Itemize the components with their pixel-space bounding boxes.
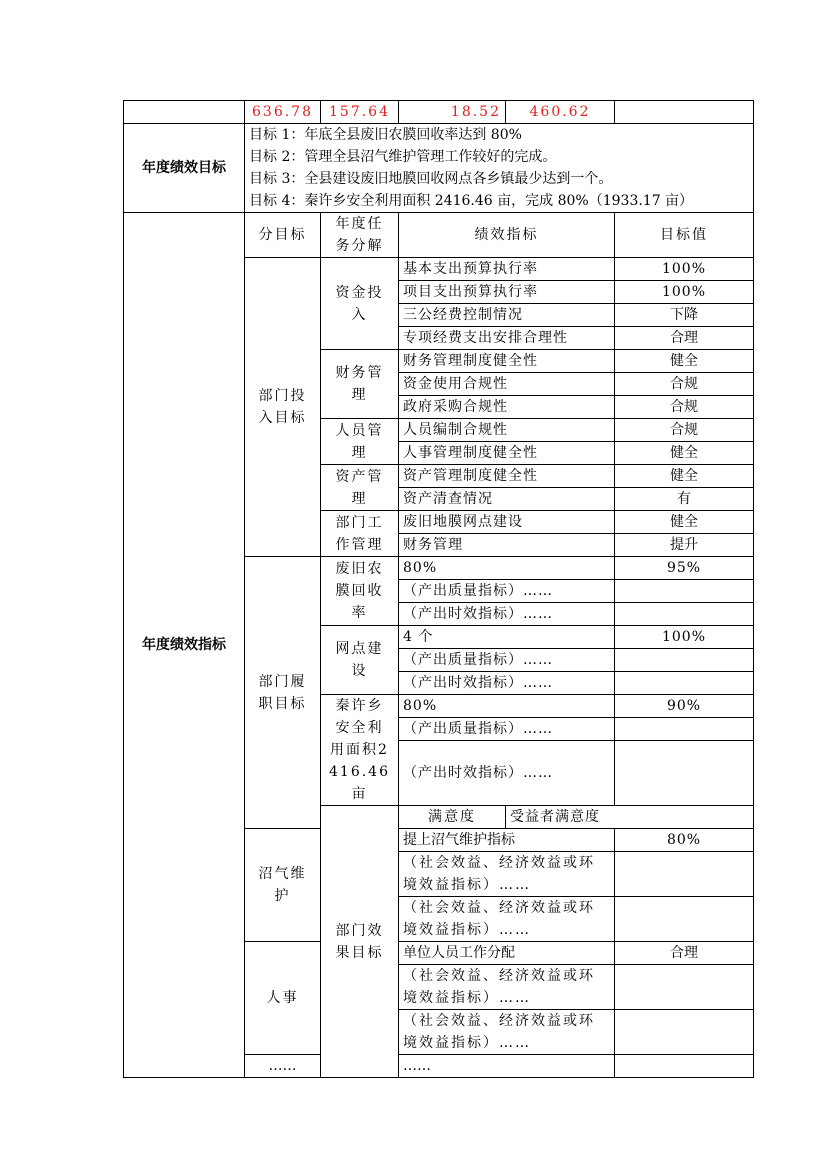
target-cell (615, 580, 754, 603)
target-cell: 健全 (615, 511, 754, 534)
task-dept-work: 部门工作管理 (321, 511, 399, 557)
annual-goal-content (245, 124, 754, 213)
task-personnel-affairs: 人事 (245, 942, 321, 1055)
goal-line: 目标 3：全县建设废旧地膜回收网点各乡镇最少达到一个。 (249, 171, 613, 187)
target-cell: 合理 (615, 942, 754, 965)
target-cell: 健全 (615, 465, 754, 488)
target-cell: 提升 (615, 534, 754, 557)
task-safe-use-area: 秦许乡安全利用面积2416.46亩 (321, 695, 399, 806)
target-cell: 下降 (615, 304, 754, 327)
indicator-cell: （社会效益、经济效益或环境效益指标）…… (399, 965, 615, 1010)
header-indicator: 绩效指标 (399, 213, 615, 258)
indicator-cell: 政府采购合规性 (399, 396, 615, 419)
target-cell (615, 852, 754, 897)
target-cell: 100% (615, 258, 754, 281)
target-cell: 有 (615, 488, 754, 511)
indicator-cell: 资金使用合规性 (399, 373, 615, 396)
target-cell (615, 672, 754, 695)
indicator-cell: （产出质量指标）…… (399, 649, 615, 672)
indicator-cell: （产出时效指标）…… (399, 672, 615, 695)
indicator-cell: 项目支出预算执行率 (399, 281, 615, 304)
group-duty-goal: 部门履职目标 (245, 557, 321, 829)
indicator-cell: 资产管理制度健全性 (399, 465, 615, 488)
group-effect-goal: 部门效果目标 (321, 806, 399, 1078)
top-values-row (124, 101, 754, 124)
goal-line: 目标 4：秦许乡安全利用面积 2416.46 亩，完成 80%（1933.17 亩） (249, 193, 694, 209)
task-site-construction: 网点建设 (321, 626, 399, 695)
indicator-cell: 专项经费支出安排合理性 (399, 327, 615, 350)
target-cell: 100% (615, 281, 754, 304)
indicator-cell: 三公经费控制情况 (399, 304, 615, 327)
top-value-cell (615, 101, 754, 124)
group-input-goal: 部门投入目标 (245, 258, 321, 557)
indicator-cell: 提上沼气维护指标 (399, 829, 615, 852)
indicator-cell: 基本支出预算执行率 (399, 258, 615, 281)
indicator-cell: …… (399, 1055, 615, 1078)
indicator-cell: 人员编制合规性 (399, 419, 615, 442)
indicator-cell: 废旧地膜网点建设 (399, 511, 615, 534)
annual-goal-label: 年度绩效目标 (124, 124, 245, 213)
target-cell: 95% (615, 557, 754, 580)
goal-line: 目标 1：年底全县废旧农膜回收率达到 80% (249, 127, 522, 143)
target-cell (615, 649, 754, 672)
task-biogas-maintenance: 沼气维护 (245, 829, 321, 942)
header-target: 目标值 (615, 213, 754, 258)
target-cell: 80% (615, 829, 754, 852)
indicator-cell: （产出质量指标）…… (399, 580, 615, 603)
target-cell (615, 965, 754, 1010)
indicator-header-row (124, 213, 754, 258)
indicator-cell: 4 个 (399, 626, 615, 649)
indicator-cell: 80% (399, 695, 615, 718)
target-cell (615, 897, 754, 942)
indicators-label: 年度绩效指标 (124, 213, 245, 1078)
task-satisfaction: 满意度 (399, 806, 506, 829)
task-finance: 财务管理 (321, 350, 399, 419)
top-value-cell: 636.78 (245, 101, 321, 124)
target-cell: 90% (615, 695, 754, 718)
header-sub-goal: 分目标 (245, 213, 321, 258)
target-cell: 健全 (615, 350, 754, 373)
task-personnel: 人员管理 (321, 419, 399, 465)
target-cell (615, 1010, 754, 1055)
indicator-cell: 受益者满意度 (506, 806, 754, 829)
indicator-cell: （产出质量指标）…… (399, 718, 615, 741)
top-value-cell: 460.62 (506, 101, 615, 124)
indicator-cell: （社会效益、经济效益或环境效益指标）…… (399, 1010, 615, 1055)
target-cell (615, 1055, 754, 1078)
top-value-cell: 18.52 (399, 101, 506, 124)
indicator-cell: 80% (399, 557, 615, 580)
indicator-cell: 人事管理制度健全性 (399, 442, 615, 465)
target-cell (615, 603, 754, 626)
indicator-cell: 资产清查情况 (399, 488, 615, 511)
task-ellipsis: …… (245, 1055, 321, 1078)
target-cell: 健全 (615, 442, 754, 465)
goal-line: 目标 2：管理全县沼气维护管理工作较好的完成。 (249, 149, 557, 165)
indicator-cell: 财务管理 (399, 534, 615, 557)
top-row-label-cell (124, 101, 245, 124)
indicator-cell: （产出时效指标）…… (399, 741, 615, 806)
target-cell (615, 741, 754, 806)
target-cell: 100% (615, 626, 754, 649)
indicator-cell: （社会效益、经济效益或环境效益指标）…… (399, 852, 615, 897)
indicator-cell: （产出时效指标）…… (399, 603, 615, 626)
target-cell (615, 718, 754, 741)
target-cell: 合规 (615, 373, 754, 396)
header-task: 年度任务分解 (321, 213, 399, 258)
target-cell: 合规 (615, 419, 754, 442)
target-cell: 合规 (615, 396, 754, 419)
indicator-cell: 财务管理制度健全性 (399, 350, 615, 373)
performance-table (123, 100, 754, 1078)
target-cell: 合理 (615, 327, 754, 350)
indicator-cell: （社会效益、经济效益或环境效益指标）…… (399, 897, 615, 942)
indicator-cell: 单位人员工作分配 (399, 942, 615, 965)
task-film-recovery: 废旧农膜回收率 (321, 557, 399, 626)
task-funding: 资金投入 (321, 258, 399, 350)
annual-goal-row (124, 124, 754, 213)
task-assets: 资产管理 (321, 465, 399, 511)
top-value-cell: 157.64 (321, 101, 399, 124)
